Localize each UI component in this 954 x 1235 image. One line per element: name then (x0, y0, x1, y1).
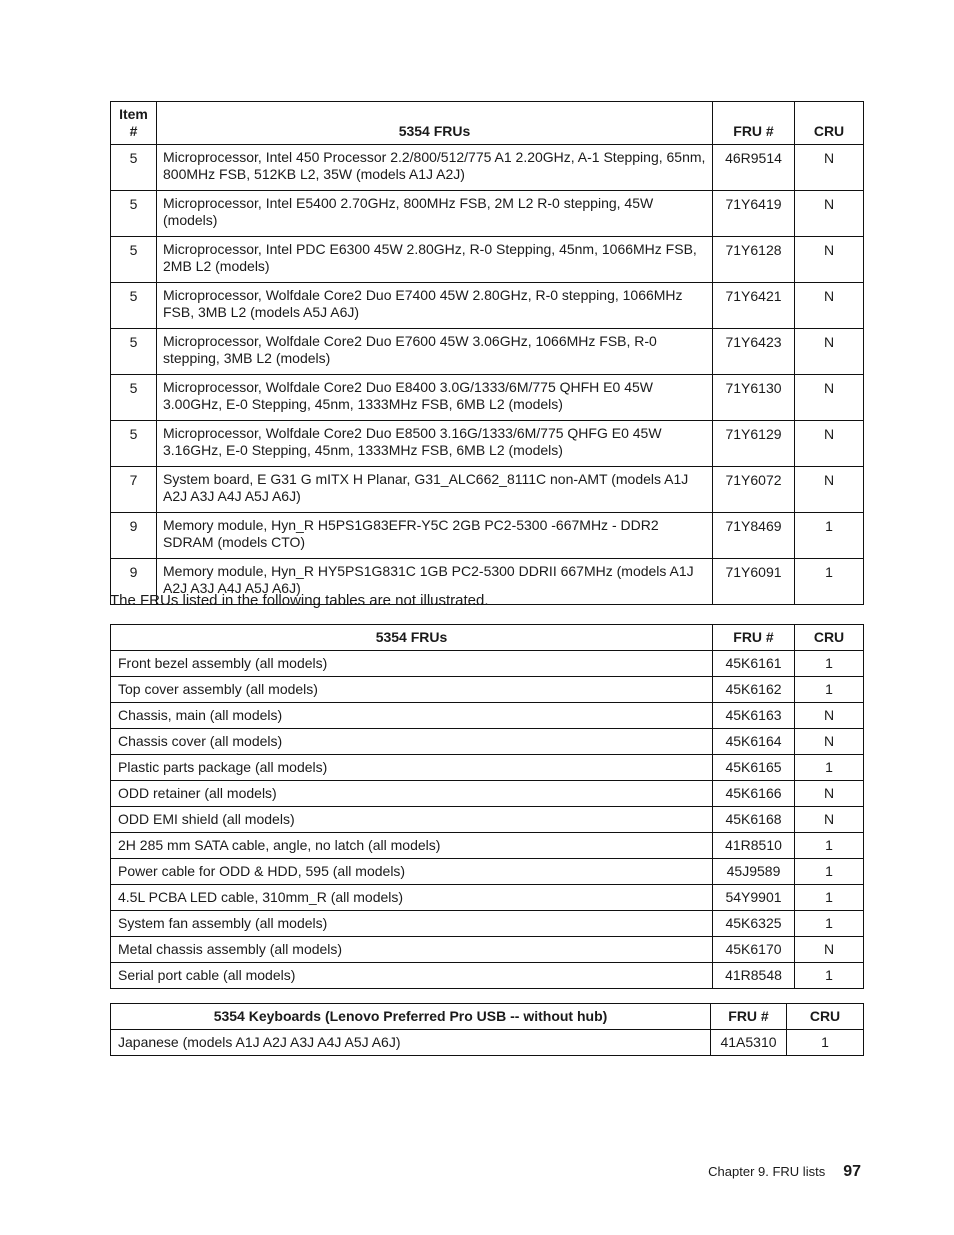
table-row (111, 191, 864, 237)
cell-cru: N (795, 237, 864, 283)
table-row (111, 329, 864, 375)
cell-fru: 71Y6130 (713, 375, 795, 421)
cell-cru: N (795, 283, 864, 329)
cell-cru: N (795, 191, 864, 237)
cell-fru: 71Y6419 (713, 191, 795, 237)
chapter-label: Chapter 9. FRU lists (708, 1164, 826, 1179)
cell-cru: N (795, 781, 864, 807)
table-row (111, 833, 864, 859)
cell-desc: Metal chassis assembly (all models) (111, 937, 713, 963)
table-row (111, 651, 864, 677)
cell-desc: Chassis cover (all models) (111, 729, 713, 755)
cell-cru: 1 (795, 885, 864, 911)
cell-desc: Microprocessor, Wolfdale Core2 Duo E8500 3.16G/1333/6M/775 QHFG E0 45W 3.16GHz, E-0 Stepping, 45nm, 1333MHz FSB, 6MB L2 (models) (157, 421, 713, 467)
header-item (111, 102, 157, 145)
page-number: 97 (843, 1163, 861, 1180)
table-row (111, 885, 864, 911)
cell-cru: N (795, 145, 864, 191)
cell-fru: 45K6165 (713, 755, 795, 781)
cell-cru: 1 (795, 559, 864, 605)
table-row (111, 145, 864, 191)
table-row (111, 513, 864, 559)
cell-cru: 1 (795, 911, 864, 937)
cell-desc: ODD retainer (all models) (111, 781, 713, 807)
table-row (111, 963, 864, 989)
cell-fru: 45K6161 (713, 651, 795, 677)
cell-desc: Front bezel assembly (all models) (111, 651, 713, 677)
cell-item: 5 (111, 421, 157, 467)
cell-cru: N (795, 729, 864, 755)
header-fru-number: FRU # (711, 1004, 787, 1030)
cell-desc: Microprocessor, Wolfdale Core2 Duo E8400 3.0G/1333/6M/775 QHFH E0 45W 3.00GHz, E-0 Stepping, 45nm, 1333MHz FSB, 6MB L2 (models) (157, 375, 713, 421)
header-frus: 5354 FRUs (111, 625, 713, 651)
cell-fru: 71Y6421 (713, 283, 795, 329)
cell-fru: 71Y6091 (713, 559, 795, 605)
cell-cru: N (795, 703, 864, 729)
cell-desc: 4.5L PCBA LED cable, 310mm_R (all models) (111, 885, 713, 911)
fru-table-illustrated (110, 101, 864, 605)
cell-fru: 45K6325 (713, 911, 795, 937)
cell-item: 9 (111, 559, 157, 605)
cell-desc: Plastic parts package (all models) (111, 755, 713, 781)
header-fru-number: FRU # (713, 625, 795, 651)
table-row (111, 375, 864, 421)
cell-desc: Microprocessor, Intel E5400 2.70GHz, 800MHz FSB, 2M L2 R-0 stepping, 45W (models) (157, 191, 713, 237)
cell-fru: 71Y8469 (713, 513, 795, 559)
fru-table-not-illustrated (110, 624, 864, 989)
table-header-row (111, 1004, 864, 1030)
cell-fru: 45K6166 (713, 781, 795, 807)
header-cru: CRU (795, 102, 864, 145)
cell-desc: ODD EMI shield (all models) (111, 807, 713, 833)
table-header-row (111, 625, 864, 651)
header-fru-number: FRU # (713, 102, 795, 145)
cell-fru: 45K6163 (713, 703, 795, 729)
cell-desc: Power cable for ODD & HDD, 595 (all models) (111, 859, 713, 885)
header-cru: CRU (787, 1004, 864, 1030)
cell-fru: 45K6164 (713, 729, 795, 755)
cell-item: 5 (111, 145, 157, 191)
cell-item: 5 (111, 283, 157, 329)
cell-item: 5 (111, 237, 157, 283)
cell-cru: 1 (787, 1030, 864, 1056)
cell-item: 5 (111, 375, 157, 421)
cell-item: 9 (111, 513, 157, 559)
cell-desc: Microprocessor, Intel PDC E6300 45W 2.80GHz, R-0 Stepping, 45nm, 1066MHz FSB, 2MB L2 (models) (157, 237, 713, 283)
header-cru: CRU (795, 625, 864, 651)
table-row (111, 937, 864, 963)
table-row (111, 677, 864, 703)
cell-fru: 71Y6128 (713, 237, 795, 283)
cell-fru: 71Y6129 (713, 421, 795, 467)
table-row (111, 1030, 864, 1056)
cell-desc: 2H 285 mm SATA cable, angle, no latch (all models) (111, 833, 713, 859)
cell-fru: 46R9514 (713, 145, 795, 191)
cell-desc: Japanese (models A1J A2J A3J A4J A5J A6J) (111, 1030, 711, 1056)
intro-text: The FRUs listed in the following tables are not illustrated. (110, 592, 489, 609)
cell-cru: 1 (795, 859, 864, 885)
cell-cru: 1 (795, 651, 864, 677)
table-row (111, 755, 864, 781)
cell-fru: 41A5310 (711, 1030, 787, 1056)
cell-item: 5 (111, 329, 157, 375)
cell-cru: 1 (795, 513, 864, 559)
table-row (111, 467, 864, 513)
cell-cru: N (795, 807, 864, 833)
cell-desc: Top cover assembly (all models) (111, 677, 713, 703)
cell-desc: System fan assembly (all models) (111, 911, 713, 937)
table-row (111, 421, 864, 467)
cell-item: 5 (111, 191, 157, 237)
cell-cru: N (795, 329, 864, 375)
cell-cru: 1 (795, 833, 864, 859)
cell-cru: N (795, 937, 864, 963)
cell-fru: 45J9589 (713, 859, 795, 885)
table-row (111, 859, 864, 885)
cell-desc: Chassis, main (all models) (111, 703, 713, 729)
cell-cru: 1 (795, 963, 864, 989)
cell-cru: 1 (795, 677, 864, 703)
cell-fru: 71Y6072 (713, 467, 795, 513)
page-footer (708, 1163, 861, 1181)
table-row (111, 781, 864, 807)
cell-fru: 41R8510 (713, 833, 795, 859)
cell-desc: Serial port cable (all models) (111, 963, 713, 989)
cell-cru: N (795, 375, 864, 421)
cell-fru: 45K6170 (713, 937, 795, 963)
cell-desc: Memory module, Hyn_R HY5PS1G831C 1GB PC2-5300 DDRII 667MHz (models A1J A2J A3J A4J A5J A6J) (157, 559, 713, 605)
header-frus: 5354 FRUs (157, 102, 713, 145)
cell-cru: 1 (795, 755, 864, 781)
cell-fru: 45K6162 (713, 677, 795, 703)
table-row (111, 237, 864, 283)
table-row (111, 729, 864, 755)
cell-desc: Memory module, Hyn_R H5PS1G83EFR-Y5C 2GB PC2-5300 -667MHz - DDR2 SDRAM (models CTO) (157, 513, 713, 559)
header-keyboards: 5354 Keyboards (Lenovo Preferred Pro USB -- without hub) (111, 1004, 711, 1030)
table-row (111, 807, 864, 833)
cell-desc: System board, E G31 G mITX H Planar, G31_ALC662_8111C non-AMT (models A1J A2J A3J A4J A5J A6J) (157, 467, 713, 513)
cell-fru: 41R8548 (713, 963, 795, 989)
table-row (111, 911, 864, 937)
cell-fru: 71Y6423 (713, 329, 795, 375)
cell-fru: 45K6168 (713, 807, 795, 833)
cell-desc: Microprocessor, Intel 450 Processor 2.2/800/512/775 A1 2.20GHz, A-1 Stepping, 65nm, 800MHz FSB, 512KB L2, 35W (models A1J A2J) (157, 145, 713, 191)
cell-item: 7 (111, 467, 157, 513)
table-row (111, 703, 864, 729)
cell-cru: N (795, 421, 864, 467)
cell-desc: Microprocessor, Wolfdale Core2 Duo E7600 45W 3.06GHz, 1066MHz FSB, R-0 stepping, 3MB L2 (models) (157, 329, 713, 375)
cell-fru: 54Y9901 (713, 885, 795, 911)
table-row (111, 283, 864, 329)
keyboard-fru-table (110, 1003, 864, 1056)
header-item-label: Item # (119, 106, 148, 139)
table-header-row (111, 102, 864, 145)
cell-desc: Microprocessor, Wolfdale Core2 Duo E7400 45W 2.80GHz, R-0 stepping, 1066MHz FSB, 3MB L2 (models A5J A6J) (157, 283, 713, 329)
cell-cru: N (795, 467, 864, 513)
